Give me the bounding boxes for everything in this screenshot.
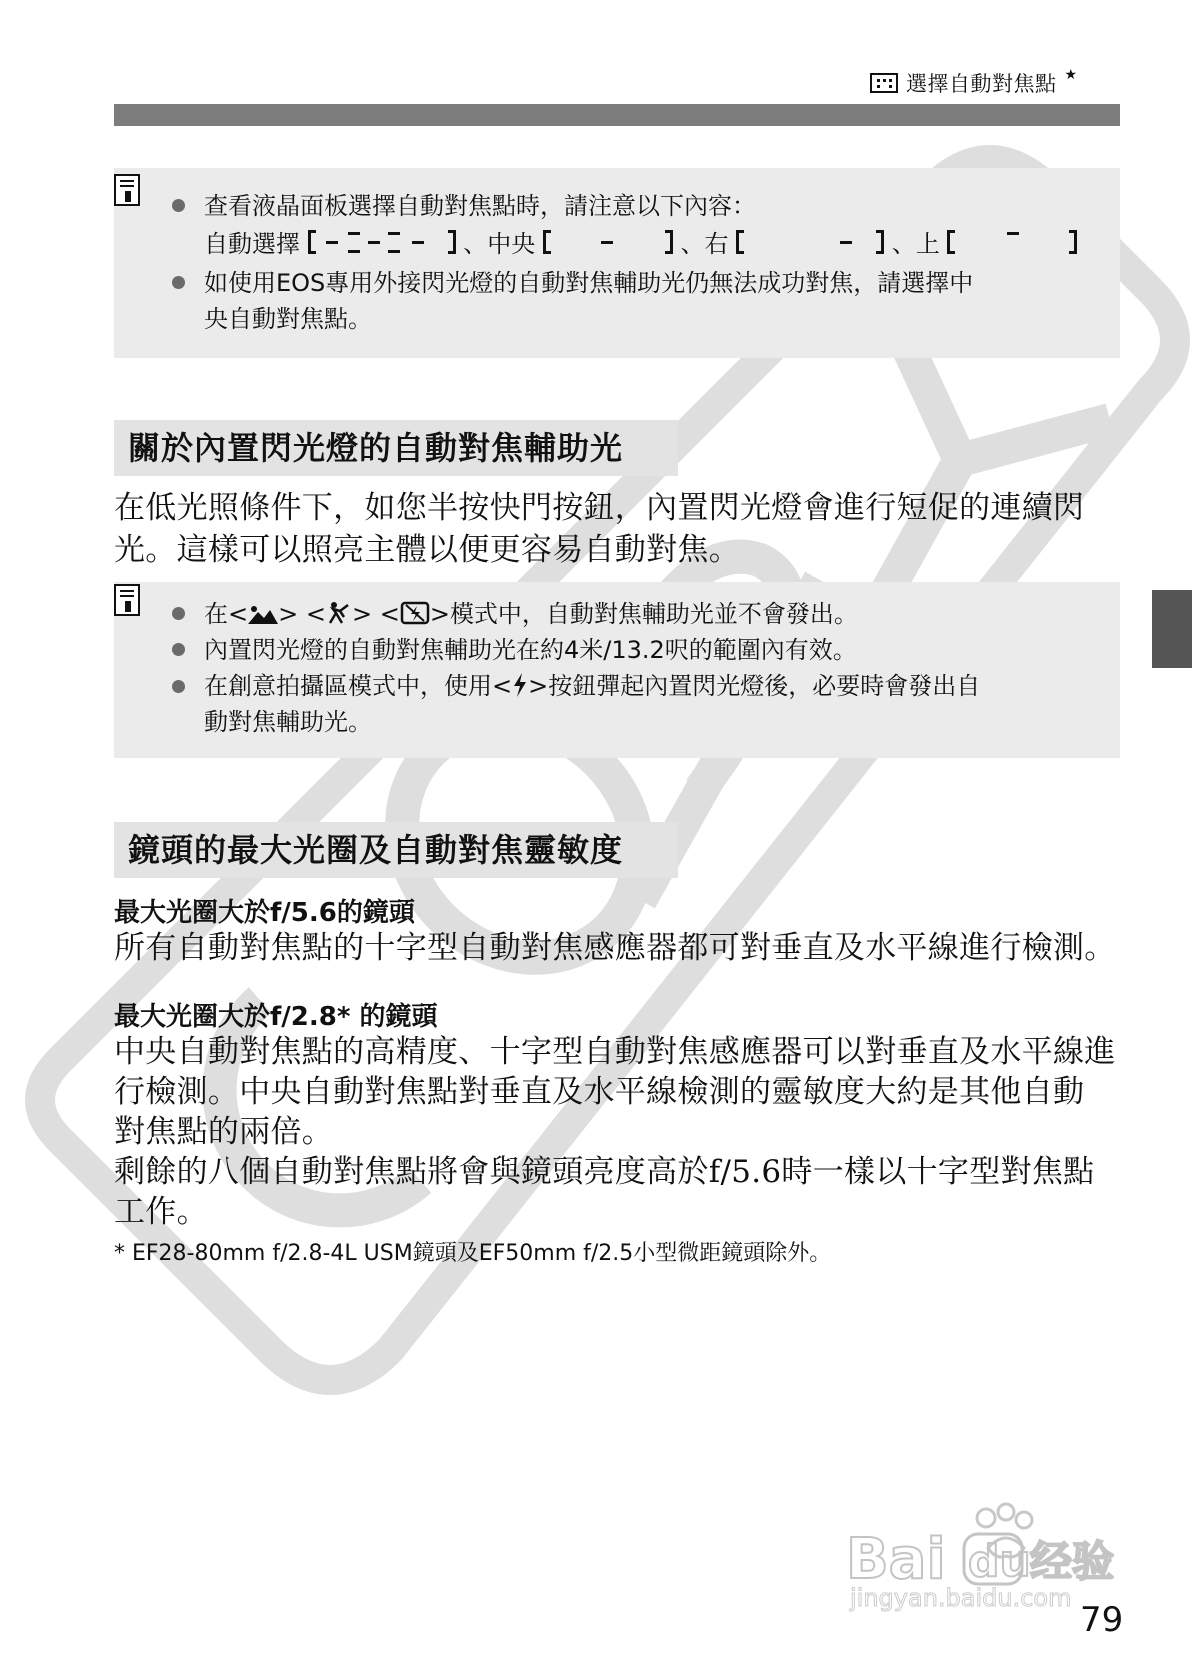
f28-line3: 對焦點的兩倍。 <box>114 1114 334 1150</box>
section-1-para-line1: 在低光照條件下，如您半按快門按鈕，內置閃光燈會進行短促的連續閃 <box>114 490 1085 526</box>
f28-line1: 中央自動對焦點的高精度、十字型自動對焦感應器可以對垂直及水平線進 <box>114 1034 1116 1070</box>
note1-bullet2-line1: 如使用EOS專用外接閃光燈的自動對焦輔助光仍無法成功對焦，請選擇中 <box>204 269 974 297</box>
sports-mode-icon <box>326 601 352 625</box>
note-box-1 <box>114 168 1120 358</box>
bullet <box>172 643 185 656</box>
note-icon <box>114 174 140 206</box>
af-point-selection-icon <box>870 73 898 93</box>
svg-text:经验: 经验 <box>1030 1537 1115 1586</box>
landscape-mode-icon <box>248 600 278 620</box>
note2-bullet2: 內置閃光燈的自動對焦輔助光在約4米/13.2呎的範圍內有效。 <box>204 636 857 664</box>
f28-line2: 行檢測。中央自動對焦點對垂直及水平線檢測的靈敏度大約是其他自動 <box>114 1074 1085 1110</box>
page-number: 79 <box>1080 1600 1124 1640</box>
bullet <box>172 199 185 212</box>
note1-bullet2-line2: 央自動對焦點。 <box>204 305 372 333</box>
flash-icon <box>512 673 528 697</box>
section-1-title: 關於內置閃光燈的自動對焦輔助光 <box>128 429 624 467</box>
header-bar <box>114 104 1120 126</box>
bullet <box>172 607 185 620</box>
note2-b1-pre: 在< <box>204 600 249 628</box>
chapter-tab <box>1152 590 1192 668</box>
note2-bullet3-line2: 動對焦輔助光。 <box>204 708 372 736</box>
af-right-label: 、右 <box>680 230 729 258</box>
note2-bullet1 <box>204 598 858 630</box>
running-header <box>870 68 1078 98</box>
af-auto-display-icon <box>308 230 456 256</box>
baidu-jingyan-logo <box>846 1500 1128 1612</box>
note-box-2 <box>114 582 1120 758</box>
subheading-f28: 最大光圈大於f/2.8* 的鏡頭 <box>114 1002 438 1032</box>
af-top-display-icon <box>947 230 1077 256</box>
af-center-display-icon <box>543 230 673 256</box>
note1-bullet1: 查看液晶面板選擇自動對焦點時，請注意以下內容： <box>204 192 756 220</box>
note-icon <box>114 584 140 616</box>
f28-line4: 剩餘的八個自動對焦點將會與鏡頭亮度高於f/5.6時一樣以十字型對焦點 <box>114 1154 1095 1190</box>
section-heading-1 <box>114 420 678 476</box>
header-title: 選擇自動對焦點 <box>906 72 1057 96</box>
bullet <box>172 276 185 289</box>
af-top-label: 、上 <box>891 230 940 258</box>
svg-text:du: du <box>968 1536 1031 1587</box>
section-1-para-line2: 光。這樣可以照亮主體以便更容易自動對焦。 <box>114 532 740 568</box>
section-2-title: 鏡頭的最大光圈及自動對焦靈敏度 <box>128 831 624 869</box>
f56-text: 所有自動對焦點的十字型自動對焦感應器都可對垂直及水平線進行檢測。 <box>114 930 1116 966</box>
bullet <box>172 680 185 693</box>
note2-bullet3 <box>204 670 980 702</box>
note2-b3-pre: 在創意拍攝區模式中，使用< <box>204 672 513 700</box>
note2-b1-mid1: > < <box>278 600 326 628</box>
af-center-label: 、中央 <box>463 230 536 258</box>
flash-off-mode-icon <box>400 601 430 625</box>
svg-text:jingyan.baidu.com: jingyan.baidu.com <box>850 1584 1072 1612</box>
subheading-f56: 最大光圈大於f/5.6的鏡頭 <box>114 898 415 928</box>
af-auto-label: 自動選擇 <box>204 230 300 258</box>
footnote: * EF28-80mm f/2.8-4L USM鏡頭及EF50mm f/2.5小型微距鏡頭除外。 <box>114 1241 832 1266</box>
star-icon: ★ <box>1064 67 1078 83</box>
af-right-display-icon <box>736 230 884 256</box>
af-display-line <box>204 228 1077 260</box>
svg-text:Bai: Bai <box>846 1527 946 1592</box>
note2-b1-post: >模式中，自動對焦輔助光並不會發出。 <box>429 600 858 628</box>
f28-line5: 工作。 <box>114 1194 208 1230</box>
section-heading-2 <box>114 822 678 878</box>
note2-b3-post: >按鈕彈起內置閃光燈後，必要時會發出自 <box>528 672 981 700</box>
note2-b1-mid2: > < <box>351 600 400 628</box>
